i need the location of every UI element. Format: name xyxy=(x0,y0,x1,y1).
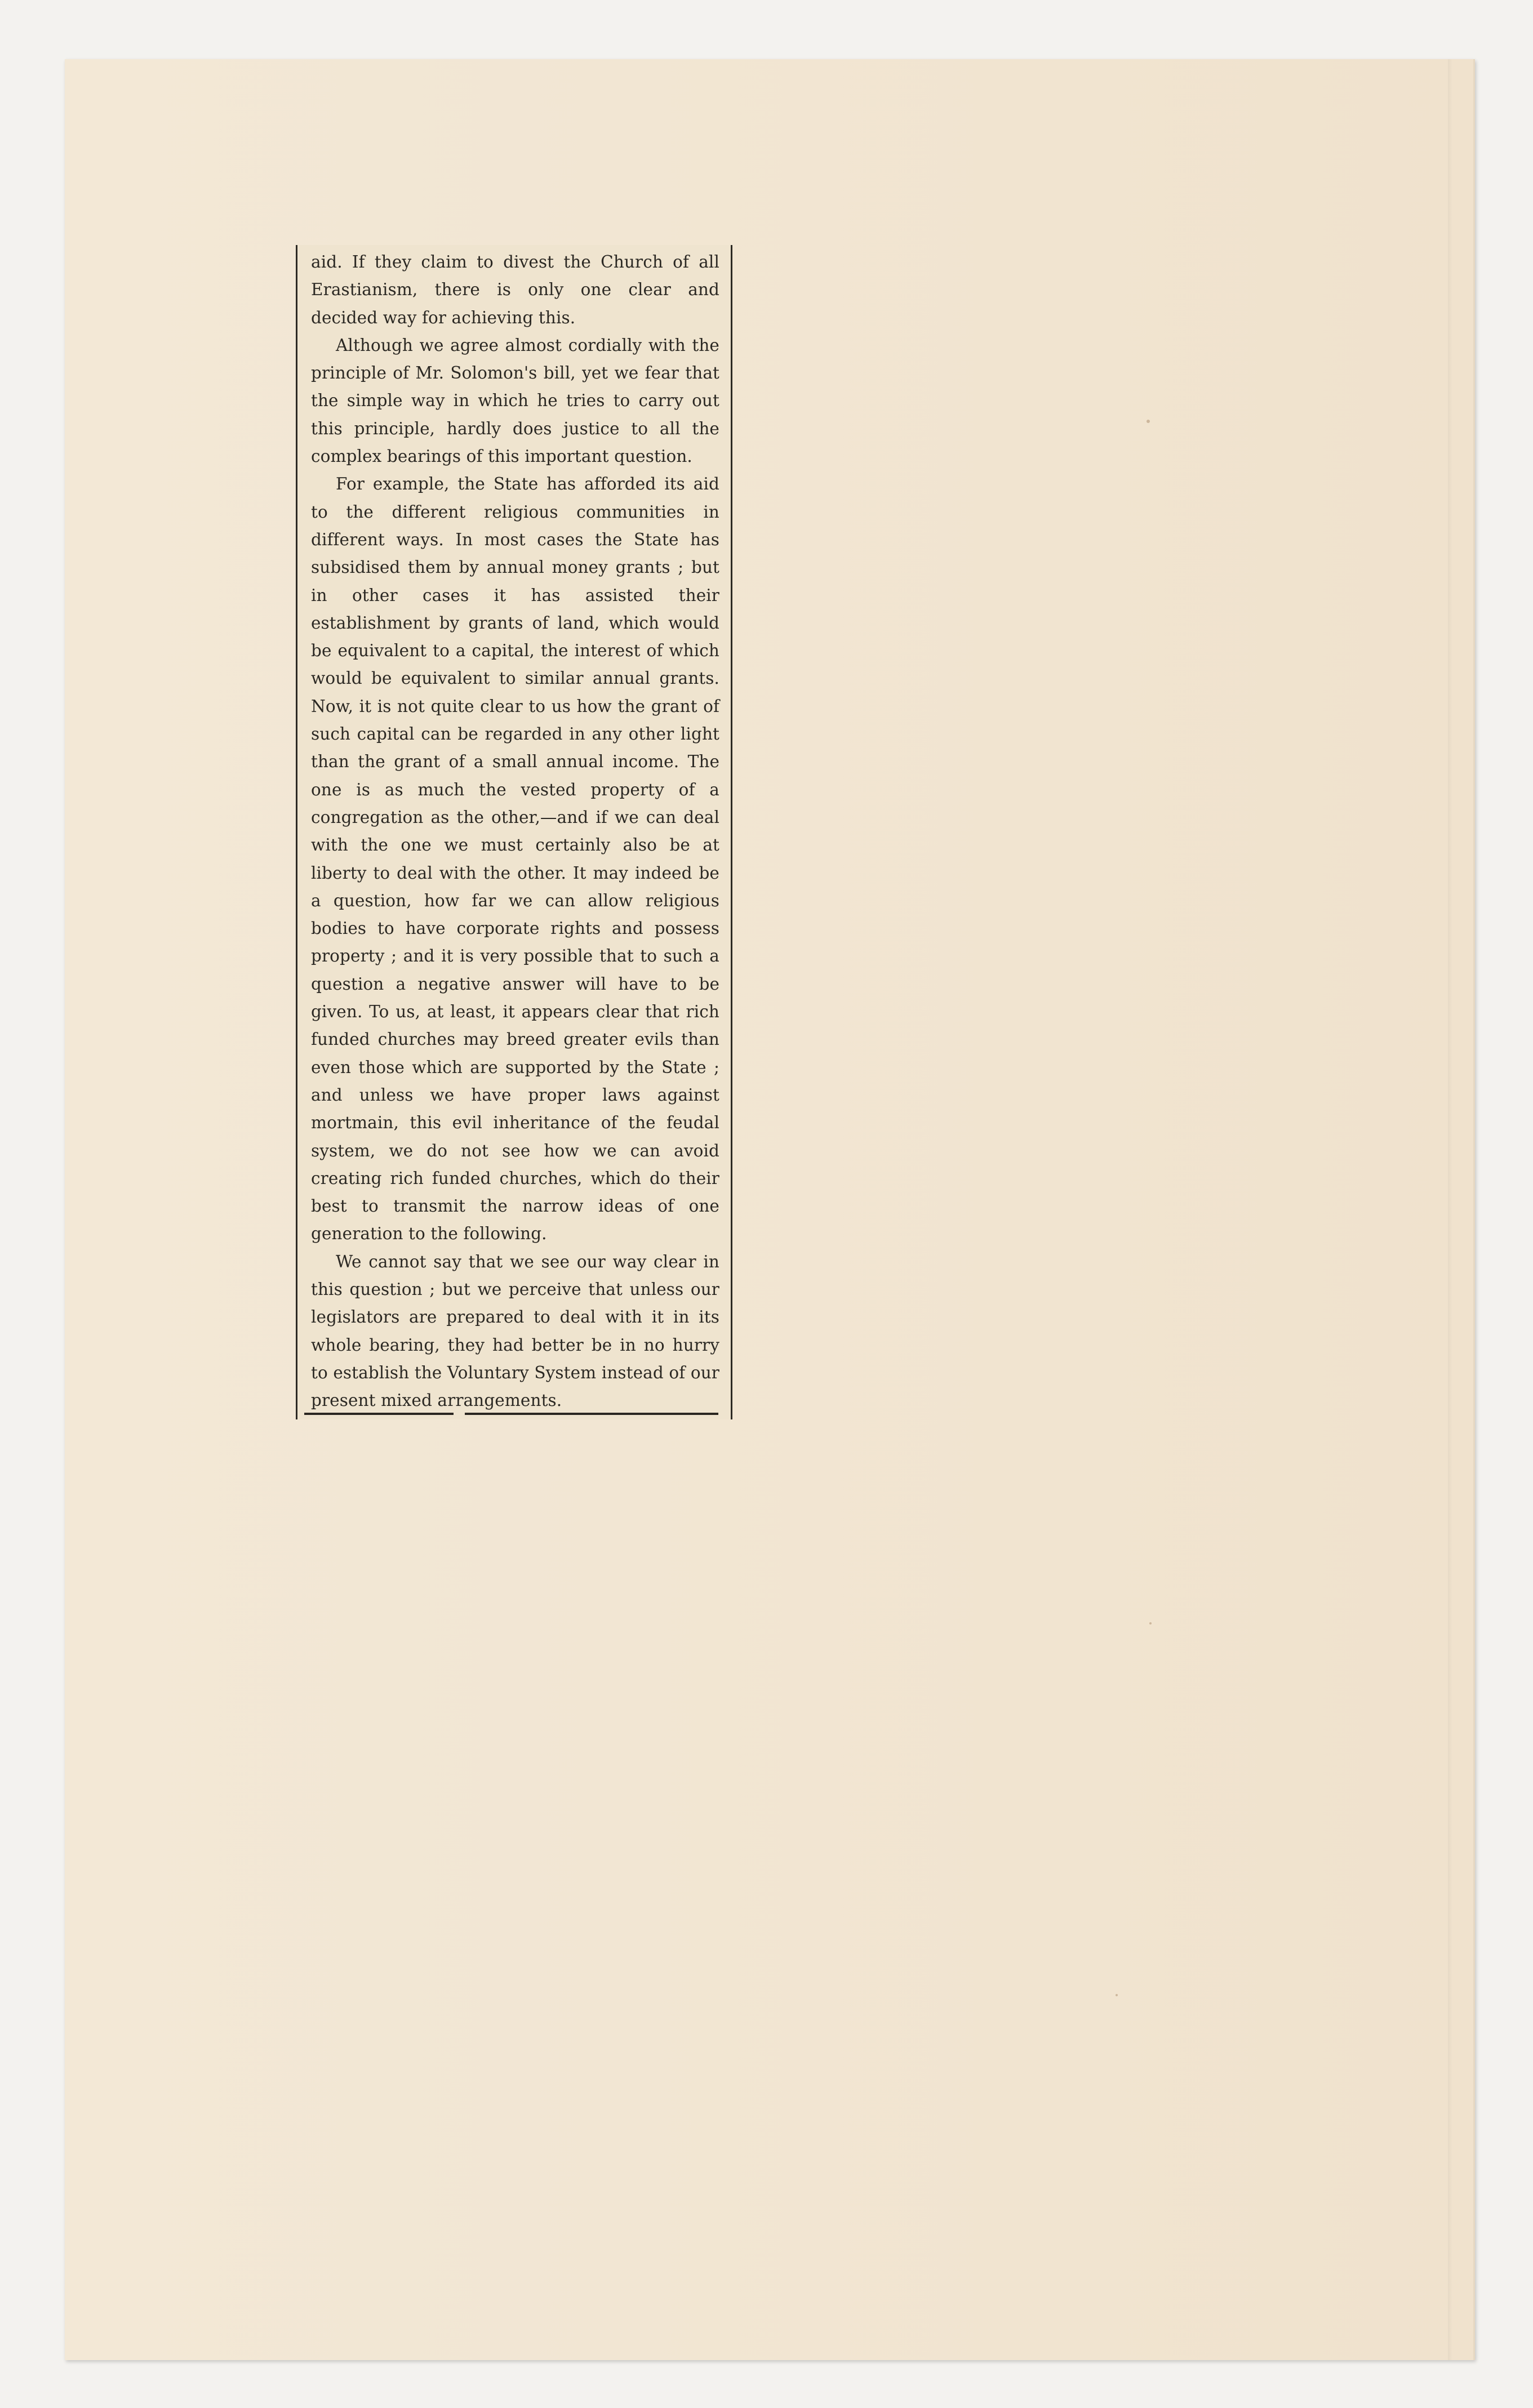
article-body xyxy=(311,248,719,1414)
sheet-edge-shadow xyxy=(1448,59,1452,2360)
article-paragraph-2: Although we agree almost cordially with the principle of Mr. Solomon's bill, yet we fear that the simple way in which he tries to carry out this principle, hardly does justice to all the complex bearings of this important question. xyxy=(311,335,719,466)
end-rule-right xyxy=(465,1413,718,1415)
paper-sheet xyxy=(65,59,1475,2360)
article-paragraph-1: aid. If they claim to divest the Church of all Erastianism, there is only one clear and decided way for achieving this. xyxy=(311,252,719,327)
paper-speck xyxy=(1116,1994,1118,1996)
paper-speck xyxy=(1149,1622,1152,1624)
newspaper-clipping xyxy=(296,245,732,1419)
article-paragraph-4: We cannot say that we see our way clear in this question ; but we perceive that unless our legislators are prepared to deal with it in its whole bearing, they had better be in no hurry to establish the Voluntary System instead of our present mixed arrangements. xyxy=(311,1252,719,1410)
end-rule-left xyxy=(304,1413,454,1415)
paper-speck xyxy=(1147,420,1150,423)
article-paragraph-3: For example, the State has afforded its aid to the different religious communities in different ways. In most cases the State has subsidised them by annual money grants ; but in other cases it has assisted their establishment by grants of land, which would be equivalent to a capital, the interest of which would be equivalent to similar annual grants. Now, it is not quite clear to us how the grant of such capital can be regarded in any other light than the grant of a small annual income. The one is as much the vested property of a congregation as the other,—and if we can deal with the one we must certainly also be at liberty to deal with the other. It may indeed be a question, how far we can allow religious bodies to have corporate rights and possess property ; and it is very possible that to such a question a negative answer will have to be given. To us, at least, it appears clear that rich funded churches may breed greater evils than even those which are supported by the State ; and unless we have proper laws against mortmain, this evil inheritance of the feudal system, we do not see how we can avoid creating rich funded churches, which do their best to transmit the narrow ideas of one generation to the following. xyxy=(311,474,719,1244)
